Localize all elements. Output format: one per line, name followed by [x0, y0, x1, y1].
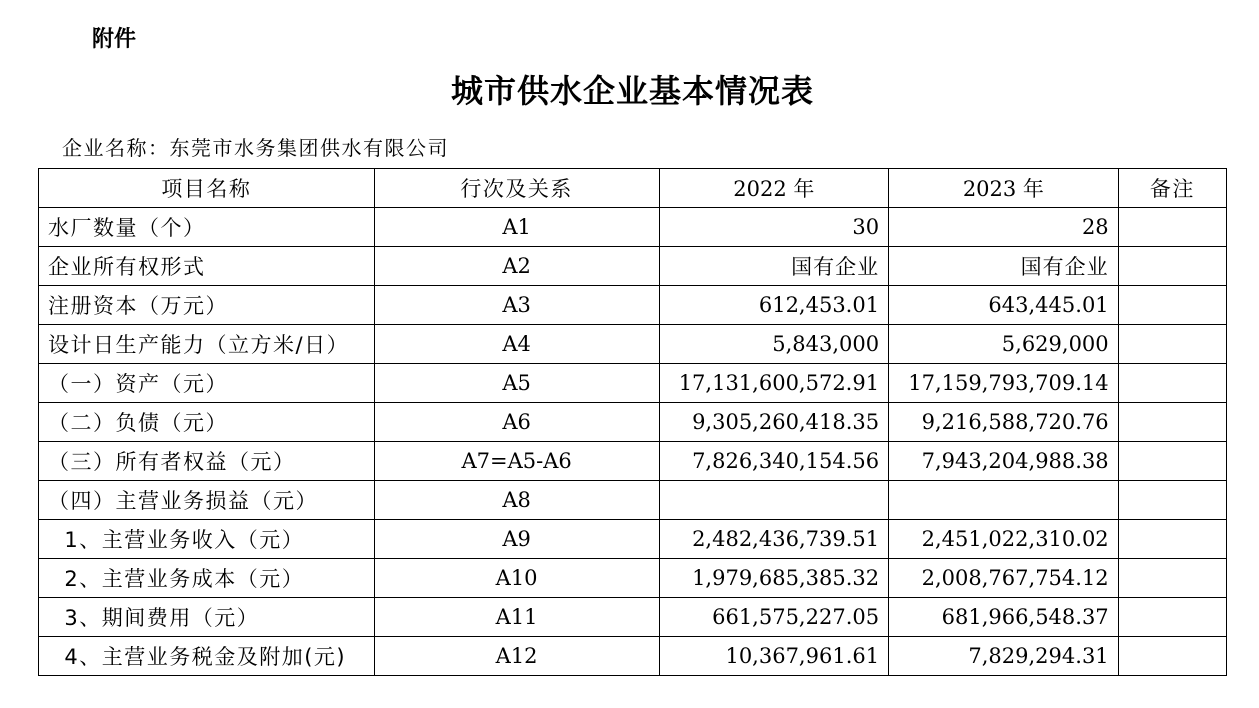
item-name-cell: （一）资产（元） — [39, 364, 375, 403]
item-name-cell: 注册资本（万元） — [39, 286, 375, 325]
value-2023-cell: 681,966,548.37 — [889, 598, 1119, 637]
value-2023-cell: 643,445.01 — [889, 286, 1119, 325]
remarks-cell — [1118, 481, 1226, 520]
value-2022-cell: 661,575,227.05 — [659, 598, 889, 637]
remarks-cell — [1118, 442, 1226, 481]
value-2022-cell: 国有企业 — [659, 247, 889, 286]
remarks-cell — [1118, 403, 1226, 442]
header-2022: 2022 年 — [659, 169, 889, 208]
value-2022-cell: 30 — [659, 208, 889, 247]
header-remarks: 备注 — [1118, 169, 1226, 208]
value-2022-cell — [659, 481, 889, 520]
value-2023-cell: 国有企业 — [889, 247, 1119, 286]
value-2022-cell: 7,826,340,154.56 — [659, 442, 889, 481]
value-2023-cell: 28 — [889, 208, 1119, 247]
remarks-cell — [1118, 325, 1226, 364]
table-row — [39, 559, 1227, 598]
row-relation-cell: A4 — [374, 325, 659, 364]
remarks-cell — [1118, 208, 1226, 247]
table-row — [39, 520, 1227, 559]
value-2023-cell: 2,451,022,310.02 — [889, 520, 1119, 559]
value-2022-cell: 9,305,260,418.35 — [659, 403, 889, 442]
table-row — [39, 637, 1227, 676]
table-row — [39, 598, 1227, 637]
value-2022-cell: 17,131,600,572.91 — [659, 364, 889, 403]
table-row — [39, 442, 1227, 481]
header-2023: 2023 年 — [889, 169, 1119, 208]
value-2022-cell: 1,979,685,385.32 — [659, 559, 889, 598]
value-2023-cell: 17,159,793,709.14 — [889, 364, 1119, 403]
table-row — [39, 481, 1227, 520]
remarks-cell — [1118, 364, 1226, 403]
remarks-cell — [1118, 598, 1226, 637]
item-name-cell: 4、主营业务税金及附加(元) — [39, 637, 375, 676]
value-2023-cell: 2,008,767,754.12 — [889, 559, 1119, 598]
item-name-cell: （三）所有者权益（元） — [39, 442, 375, 481]
header-row-relation: 行次及关系 — [374, 169, 659, 208]
remarks-cell — [1118, 637, 1226, 676]
table-row — [39, 403, 1227, 442]
row-relation-cell: A11 — [374, 598, 659, 637]
value-2022-cell: 10,367,961.61 — [659, 637, 889, 676]
item-name-cell: （四）主营业务损益（元） — [39, 481, 375, 520]
table-header-row — [39, 169, 1227, 208]
row-relation-cell: A7=A5-A6 — [374, 442, 659, 481]
item-name-cell: 企业所有权形式 — [39, 247, 375, 286]
row-relation-cell: A5 — [374, 364, 659, 403]
attachment-label: 附件 — [92, 27, 137, 52]
table-row — [39, 286, 1227, 325]
table-row — [39, 247, 1227, 286]
remarks-cell — [1118, 559, 1226, 598]
page-title: 城市供水企业基本情况表 — [450, 72, 814, 110]
row-relation-cell: A6 — [374, 403, 659, 442]
row-relation-cell: A10 — [374, 559, 659, 598]
value-2023-cell: 9,216,588,720.76 — [889, 403, 1119, 442]
row-relation-cell: A2 — [374, 247, 659, 286]
value-2023-cell: 7,943,204,988.38 — [889, 442, 1119, 481]
table-row — [39, 325, 1227, 364]
value-2022-cell: 5,843,000 — [659, 325, 889, 364]
item-name-cell: 设计日生产能力（立方米/日） — [39, 325, 375, 364]
item-name-cell: 3、期间费用（元） — [39, 598, 375, 637]
row-relation-cell: A12 — [374, 637, 659, 676]
remarks-cell — [1118, 247, 1226, 286]
item-name-cell: 2、主营业务成本（元） — [39, 559, 375, 598]
table-row — [39, 208, 1227, 247]
row-relation-cell: A9 — [374, 520, 659, 559]
table-row — [39, 364, 1227, 403]
value-2023-cell — [889, 481, 1119, 520]
water-supply-info-table — [38, 168, 1227, 676]
item-name-cell: 水厂数量（个） — [39, 208, 375, 247]
value-2022-cell: 2,482,436,739.51 — [659, 520, 889, 559]
company-name-line: 企业名称：东莞市水务集团供水有限公司 — [62, 136, 449, 160]
value-2022-cell: 612,453.01 — [659, 286, 889, 325]
item-name-cell: 1、主营业务收入（元） — [39, 520, 375, 559]
value-2023-cell: 5,629,000 — [889, 325, 1119, 364]
header-item-name: 项目名称 — [39, 169, 375, 208]
row-relation-cell: A1 — [374, 208, 659, 247]
value-2023-cell: 7,829,294.31 — [889, 637, 1119, 676]
remarks-cell — [1118, 286, 1226, 325]
item-name-cell: （二）负债（元） — [39, 403, 375, 442]
row-relation-cell: A3 — [374, 286, 659, 325]
remarks-cell — [1118, 520, 1226, 559]
row-relation-cell: A8 — [374, 481, 659, 520]
